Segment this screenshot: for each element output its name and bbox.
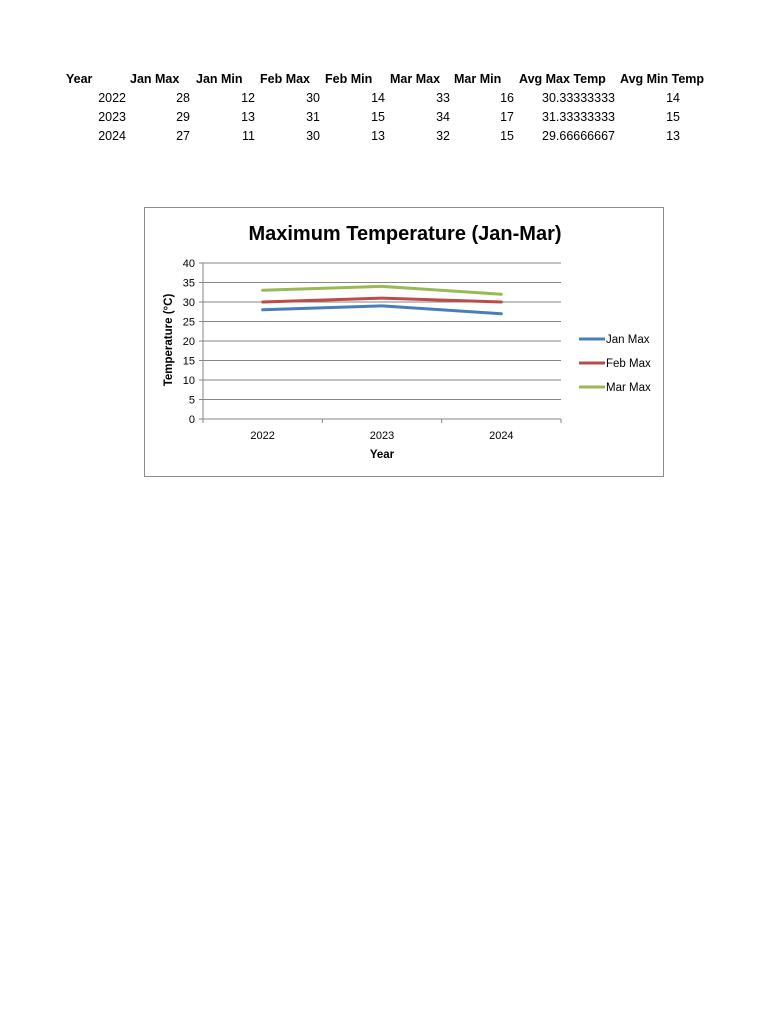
column-header: Feb Min [325,72,373,86]
x-tick-label: 2022 [250,430,275,442]
x-axis-title: Year [369,449,395,461]
table-cell: 34 [436,110,450,124]
table-cell: 31.33333333 [542,110,615,124]
chart-area[interactable] [144,207,664,477]
y-tick-label: 10 [182,375,195,387]
table-cell: 15 [666,110,680,124]
column-header: Mar Max [390,72,441,86]
series-line-feb-max[interactable] [263,298,502,302]
table-cell: 14 [371,91,385,105]
table-cell: 17 [500,110,514,124]
y-tick-label: 5 [188,394,195,407]
column-header: Avg Min Temp [620,72,705,86]
y-tick-label: 15 [182,355,195,368]
y-tick-label: 35 [182,277,195,290]
table-cell: 13 [241,110,255,124]
table-cell: 32 [436,129,450,143]
table-cell: 13 [371,129,385,143]
series-line-jan-max[interactable] [263,306,502,314]
column-header: Feb Max [260,72,311,86]
spreadsheet-table [0,0,705,160]
table-cell: 28 [176,91,190,105]
table-cell: 15 [500,129,514,143]
column-header: Jan Max [130,72,180,86]
column-header: Year [66,72,93,86]
x-tick-label: 2024 [489,430,514,442]
row-year-cell: 2024 [98,129,126,143]
y-tick-label: 20 [182,336,195,348]
legend-label: Feb Max [606,358,651,370]
table-cell: 30 [306,91,320,105]
y-tick-label: 0 [188,414,195,426]
legend-label: Jan Max [606,334,650,346]
x-tick-label: 2023 [369,430,395,442]
table-cell: 29 [176,110,190,124]
table-cell: 15 [371,110,385,124]
column-header: Jan Min [196,72,243,86]
line-chart [145,208,663,476]
table-cell: 14 [666,91,680,105]
y-axis-title: Temperature (°C) [163,293,175,387]
table-cell: 30.33333333 [542,91,615,105]
table-cell: 33 [436,91,450,105]
table-cell: 13 [666,129,680,143]
y-tick-label: 40 [182,258,195,270]
table-cell: 16 [500,91,514,105]
table-cell: 11 [242,129,255,143]
table-cell: 30 [306,129,320,143]
series-line-mar-max[interactable] [263,286,502,294]
y-tick-label: 30 [182,297,195,309]
table-cell: 29.66666667 [542,129,615,143]
row-year-cell: 2022 [98,91,126,105]
series-lines [263,286,502,313]
table-cell: 31 [306,110,320,124]
legend-label: Mar Max [606,382,651,394]
column-header: Avg Max Temp [519,72,606,86]
table-cell: 27 [176,129,190,143]
chart-title: Maximum Temperature (Jan-Mar) [248,223,562,245]
column-header: Mar Min [454,72,502,86]
row-year-cell: 2023 [98,110,126,124]
legend [579,334,651,394]
y-tick-label: 25 [182,316,195,329]
table-cell: 12 [241,91,255,105]
